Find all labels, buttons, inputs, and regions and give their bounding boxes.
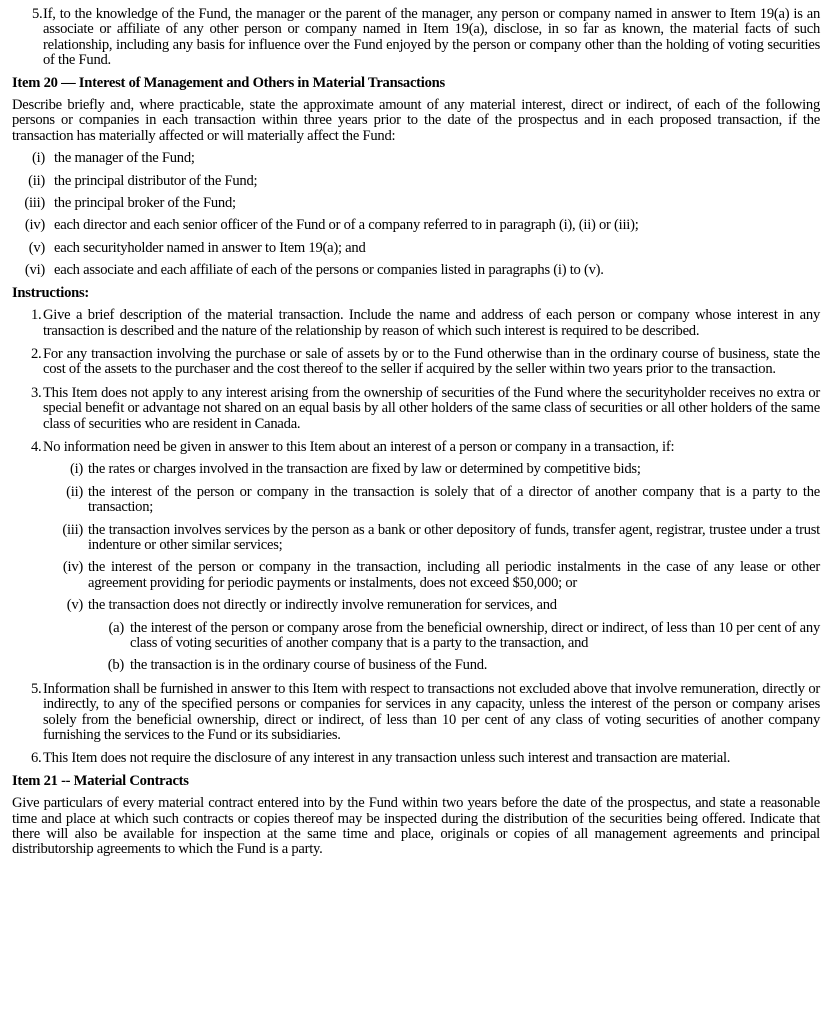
instruction-item (12, 347, 820, 378)
instruction-text: Information shall be furnished in answer to this Item with respect to transactions not excluded above that involve remuneration, directly or indirectly, to any of the specified persons or companies for services in any capacity, unless the interest of the person or company arises solely from the beneficial ownership, direct or indirect, of less than 10 per cent of any class of voting securities of another company furnishing the services to the Fund or its subsidiaries. (43, 680, 820, 744)
instruction-item (12, 308, 820, 339)
list-label: 3. (31, 384, 42, 401)
section-heading-item-20: Item 20 — Interest of Management and Others in Material Transactions (12, 74, 445, 91)
list-item-text: each securityholder named in answer to Item 19(a); and (54, 239, 366, 256)
instruction-item (12, 751, 820, 766)
exclusion-text: the transaction does not directly or indirectly involve remuneration for services, and (88, 597, 557, 614)
list-label: (iii) (62, 521, 83, 538)
paragraph-text: If, to the knowledge of the Fund, the manager or the parent of the manager, any person or company named in answer to Item 19(a) is an associate or affiliate of any other person or company named in Item 19(a), disclose, in so far as known, the material facts of such relationship, including any basis for influence over the Fund enjoyed by the person or company other than the holding of voting securities of the Fund. (43, 6, 820, 69)
exclusion-item (12, 462, 820, 477)
list-label: (i) (69, 461, 83, 478)
list-label: (vi) (24, 262, 45, 279)
item19-paragraph-5 (12, 7, 820, 69)
list-label: 5. (32, 6, 43, 22)
list-item-text: the manager of the Fund; (54, 150, 195, 167)
list-item (12, 196, 820, 211)
item21-body: Give particulars of every material contract entered into by the Fund within two years before the date of the prospectus, and state a reasonable time and place at which such contracts or copies thereof may be inspected during the distribution of the securities being offered. Indicate that there will also be available for inspection at the same time and place, originals or copies of all management agreements and principal distributorship agreements to which the Fund is a party. (12, 795, 820, 858)
instruction-text: This Item does not apply to any interest arising from the ownership of securities of the Fund where the securityholder receives no extra or special benefit or advantage not shared on an equal basis by all other holders of the same class of securities or all other holders of the same class of securities who are resident in Canada. (43, 384, 820, 432)
exclusion-text: the rates or charges involved in the transaction are fixed by law or determined by competitive bids; (88, 461, 641, 478)
list-item-text: each associate and each affiliate of each of the persons or companies listed in paragraphs (i) to (v). (54, 262, 604, 279)
list-label: 2. (31, 345, 42, 362)
list-label: 6. (31, 750, 42, 767)
persons-list (12, 151, 820, 278)
sub-conditions-list (12, 621, 820, 674)
document-page (12, 7, 820, 858)
list-label: 4. (31, 438, 42, 455)
sub-condition-item (12, 621, 820, 652)
list-label: 5. (31, 680, 42, 697)
list-label: (i) (31, 150, 45, 167)
list-item-text: the principal broker of the Fund; (54, 195, 236, 212)
list-label: (iv) (62, 559, 83, 576)
list-item-text: each director and each senior officer of the Fund or of a company referred to in paragraph (i), (ii) or (iii); (54, 217, 639, 234)
list-label: (v) (28, 239, 45, 256)
list-label: (v) (66, 597, 83, 614)
list-item (12, 241, 820, 256)
exclusions-list (12, 462, 820, 673)
instruction-text: For any transaction involving the purchase or sale of assets by or to the Fund otherwise than in the ordinary course of business, state the cost of the assets to the purchaser and the cost thereof to the seller if acquired by the seller within two years prior to the transaction. (43, 345, 820, 378)
instruction-item (12, 682, 820, 744)
list-item (12, 174, 820, 189)
sub-condition-text: the transaction is in the ordinary course of business of the Fund. (130, 657, 488, 674)
exclusion-item (12, 523, 820, 554)
exclusion-text: the transaction involves services by the person as a bank or other depository of funds, transfer agent, registrar, trustee under a trust indenture or other similar services; (88, 521, 820, 553)
list-label: 1. (31, 307, 42, 324)
list-label: (ii) (28, 172, 45, 189)
exclusion-item (12, 598, 820, 613)
list-label: (a) (108, 619, 124, 636)
list-item-text: the principal distributor of the Fund; (54, 172, 258, 189)
instructions-list (12, 308, 820, 767)
instruction-item (12, 440, 820, 455)
sub-condition-item (12, 658, 820, 673)
list-item (12, 263, 820, 278)
list-item (12, 151, 820, 166)
exclusion-text: the interest of the person or company in the transaction, including all periodic instalments in the case of any lease or other agreement providing for periodic payments or instalments, does not exceed $50,000; or (88, 559, 820, 591)
instructions-heading: Instructions: (12, 284, 90, 301)
exclusion-item (12, 485, 820, 516)
list-item (12, 218, 820, 233)
instruction-text: No information need be given in answer to this Item about an interest of a person or company in a transaction, if: (43, 438, 675, 455)
list-label: (ii) (66, 483, 83, 500)
instruction-item (12, 386, 820, 432)
section-heading-item-21: Item 21 -- Material Contracts (12, 772, 189, 789)
item20-body: Describe briefly and, where practicable, state the approximate amount of any material interest, direct or indirect, of each of the following persons or companies in each transaction within three years prior to the date of the prospectus and in each proposed transaction, if the transaction has materially affected or will materially affect the Fund: (12, 97, 820, 144)
exclusion-text: the interest of the person or company in the transaction is solely that of a director of another company that is a party to the transaction; (88, 483, 820, 516)
list-label: (iv) (24, 217, 45, 234)
list-label: (b) (107, 657, 124, 674)
instruction-text: This Item does not require the disclosure of any interest in any transaction unless such interest and transaction are material. (43, 750, 731, 767)
sub-condition-text: the interest of the person or company arose from the beneficial ownership, direct or indirect, of less than 10 per cent of any class of voting securities of another company that is a party to the transaction, and (130, 619, 820, 651)
exclusion-item (12, 560, 820, 591)
list-label: (iii) (24, 195, 45, 212)
instruction-text: Give a brief description of the material transaction. Include the name and address of each person or company whose interest in any transaction is described and the nature of the relationship by reason of which such interest is required to be described. (43, 307, 820, 339)
